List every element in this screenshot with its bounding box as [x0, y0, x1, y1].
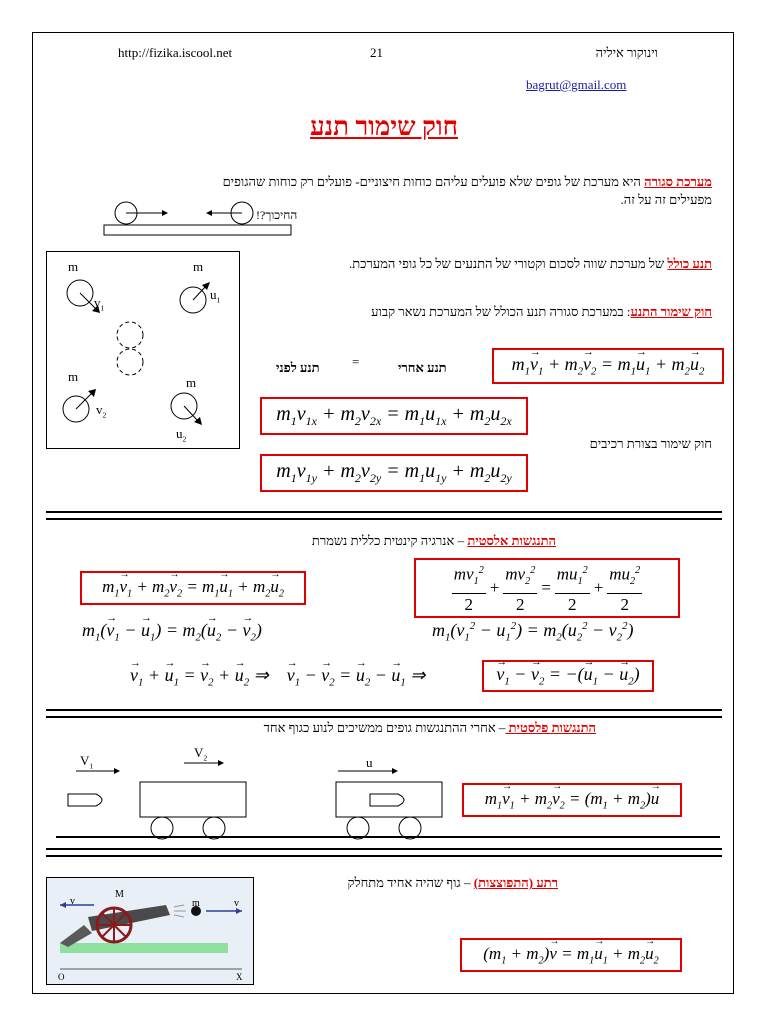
v2-arrow	[76, 393, 92, 409]
cart-right	[336, 782, 442, 817]
arrow-right-head	[162, 210, 168, 216]
x-component-equation: $m_1v_{1x} + m_2v_{2x} = m_1u_{1x} + m_2u_{2x}$	[260, 397, 528, 435]
x-axis-label: X	[236, 972, 243, 982]
ball-collision-bottom	[117, 349, 143, 375]
closed-system-term: מערכת סגורה	[644, 174, 712, 189]
plastic-collision-equation: $m_1\to v_1 + m_2\to v_2 = (m_1 + m_2)\to u$	[462, 783, 682, 817]
v1-label: $v_1$	[94, 295, 105, 313]
mass-label-2: m	[193, 259, 204, 274]
section-divider-3	[46, 848, 722, 857]
conservation-law-term: חוק שימור התנע	[630, 304, 712, 319]
bullet-left	[68, 794, 102, 806]
u2-label: $u_2$	[176, 426, 187, 444]
elastic-velocity-derivation: → $v_1$ + → $u_1$ = → $v_2$ + → $u_2$ ⇒ → $v_1$ − → $v_2$ = → $u_2$ − → $u_1$ ⇒	[130, 665, 425, 689]
ball-v-label: v	[234, 898, 239, 909]
v2-cart-label: $V_2$	[194, 745, 208, 763]
plastic-collision-paragraph: התנגשות פלסטית – אחרי ההתנגשות גופים ממשיכים לנוע כגוף אחד	[263, 720, 596, 735]
recoil-equation: $(m_1 + m_2)\to v = m_1\to u_1 + m_2\to u_2$	[460, 938, 682, 972]
v1-arrow-head	[114, 768, 120, 774]
author-name: וינוקור איליה	[595, 45, 658, 60]
ball-mass-label: m	[192, 898, 200, 909]
y-component-equation: $m_1v_{1y} + m_2v_{2y} = m_1u_{1y} + m_2u_{2y}$	[260, 454, 528, 492]
recoil-paragraph: רתע (התפוצצות) – גוף שהיה אחיד מתחלק	[347, 875, 558, 890]
mass-label-4: m	[186, 375, 197, 390]
total-momentum-paragraph: תנע כולל של מערכת שווה לסכום וקטורי של התנעים של כל גופי המערכת.	[348, 256, 712, 271]
cart-left-wheel-2	[203, 817, 225, 839]
elastic-momentum-equation: $m_1\to v_1 + m_2\to v_2 = m_1\to u_1 + m_2\to u_2$	[80, 571, 306, 605]
page-title: חוק שימור תנע	[309, 112, 459, 141]
v1-cart-label: $V_1$	[80, 753, 94, 771]
conservation-law-paragraph: חוק שימור התנע: במערכת סגורה תנע הכולל של המערכת נשאר קבוע	[371, 304, 712, 319]
elastic-collision-paragraph: התנגשות אלסטית – אנרגיה קינטית כללית נשמרת	[311, 533, 556, 548]
ball-collision-top	[117, 322, 143, 348]
recoil-term: רתע (התפוצצות)	[473, 875, 558, 890]
equals-sign: =	[352, 354, 360, 369]
momentum-before-label: תנע לפני	[276, 360, 320, 375]
bullet-embedded	[370, 794, 404, 806]
mass-label-1: m	[68, 259, 79, 274]
momentum-after-label: תנע אחרי	[398, 360, 447, 375]
friction-label: החיכוך?!	[256, 208, 298, 222]
v2-arrow-head	[218, 760, 224, 766]
cannon-v-label: v	[70, 896, 75, 907]
closed-system-text-line2: מפעילים זה על זה.	[620, 192, 712, 207]
cart-right-wheel-2	[399, 817, 421, 839]
smoke-line-1	[174, 905, 184, 907]
smoke-line-3	[174, 915, 184, 917]
u-arrow-head	[392, 768, 398, 774]
cannon-mass-label: M	[115, 889, 124, 900]
cannon-illustration	[46, 877, 252, 983]
origin-label: O	[58, 972, 65, 982]
elastic-collision-term: התנגשות אלסטית	[467, 533, 556, 548]
site-url[interactable]: http://fizika.iscool.net	[118, 45, 233, 60]
section-divider-1	[46, 511, 722, 520]
closed-system-paragraph	[72, 172, 712, 192]
email-link[interactable]: bagrut@gmail.com	[526, 77, 627, 92]
arrow-left-head	[206, 210, 212, 216]
elastic-rearranged-energy: $m_1(v_1^2 - u_1^2) = m_2(u_2^2 - v_2^2)$	[432, 620, 634, 644]
mass-label-3: m	[68, 369, 79, 384]
cart-right-wheel-1	[347, 817, 369, 839]
collision-diagram	[46, 251, 238, 447]
components-label: חוק שימור בצורת רכיבים	[589, 436, 712, 451]
u1-label: $u_1$	[210, 287, 221, 305]
u-cart-label: u	[366, 755, 373, 770]
cart-left-wheel-1	[151, 817, 173, 839]
total-momentum-term: תנע כולל	[667, 256, 712, 271]
cart-left	[140, 782, 246, 817]
section-divider-2	[46, 709, 722, 718]
friction-surface	[104, 225, 291, 235]
elastic-rearranged-momentum: $m_1(\to v_1$ − → $u_1) = m_2(\to u_2$ − → $v_2$)	[82, 620, 262, 644]
plastic-collision-term: התנגשות פלסטית	[505, 720, 596, 735]
relative-velocity-equation: → $v_1$ − → $v_2$ = −(→ $u_1$ − → $u_2$)	[482, 660, 654, 692]
closed-system-text: היא מערכת של גופים שלא פועלים עליהם כוחות חיצוניים- פועלים רק כוחות שהגופים	[222, 174, 645, 189]
elastic-energy-equation: $\frac{mv_1^2}{2}$ + $\frac{mv_2^2}{2}$ = $\frac{mu_1^2}{2}$ + $\frac{mu_2^2}{2}$	[414, 558, 680, 618]
momentum-conservation-equation: $m_1\to v_1 + m_2\to v_2 = m_1\to u_1 + m_2\to u_2$	[492, 348, 724, 384]
ground-strip	[60, 943, 228, 953]
page-number: 21	[370, 45, 383, 60]
v2-label: $v_2$	[96, 402, 107, 420]
cannon-velocity-arrow-head	[60, 902, 66, 908]
